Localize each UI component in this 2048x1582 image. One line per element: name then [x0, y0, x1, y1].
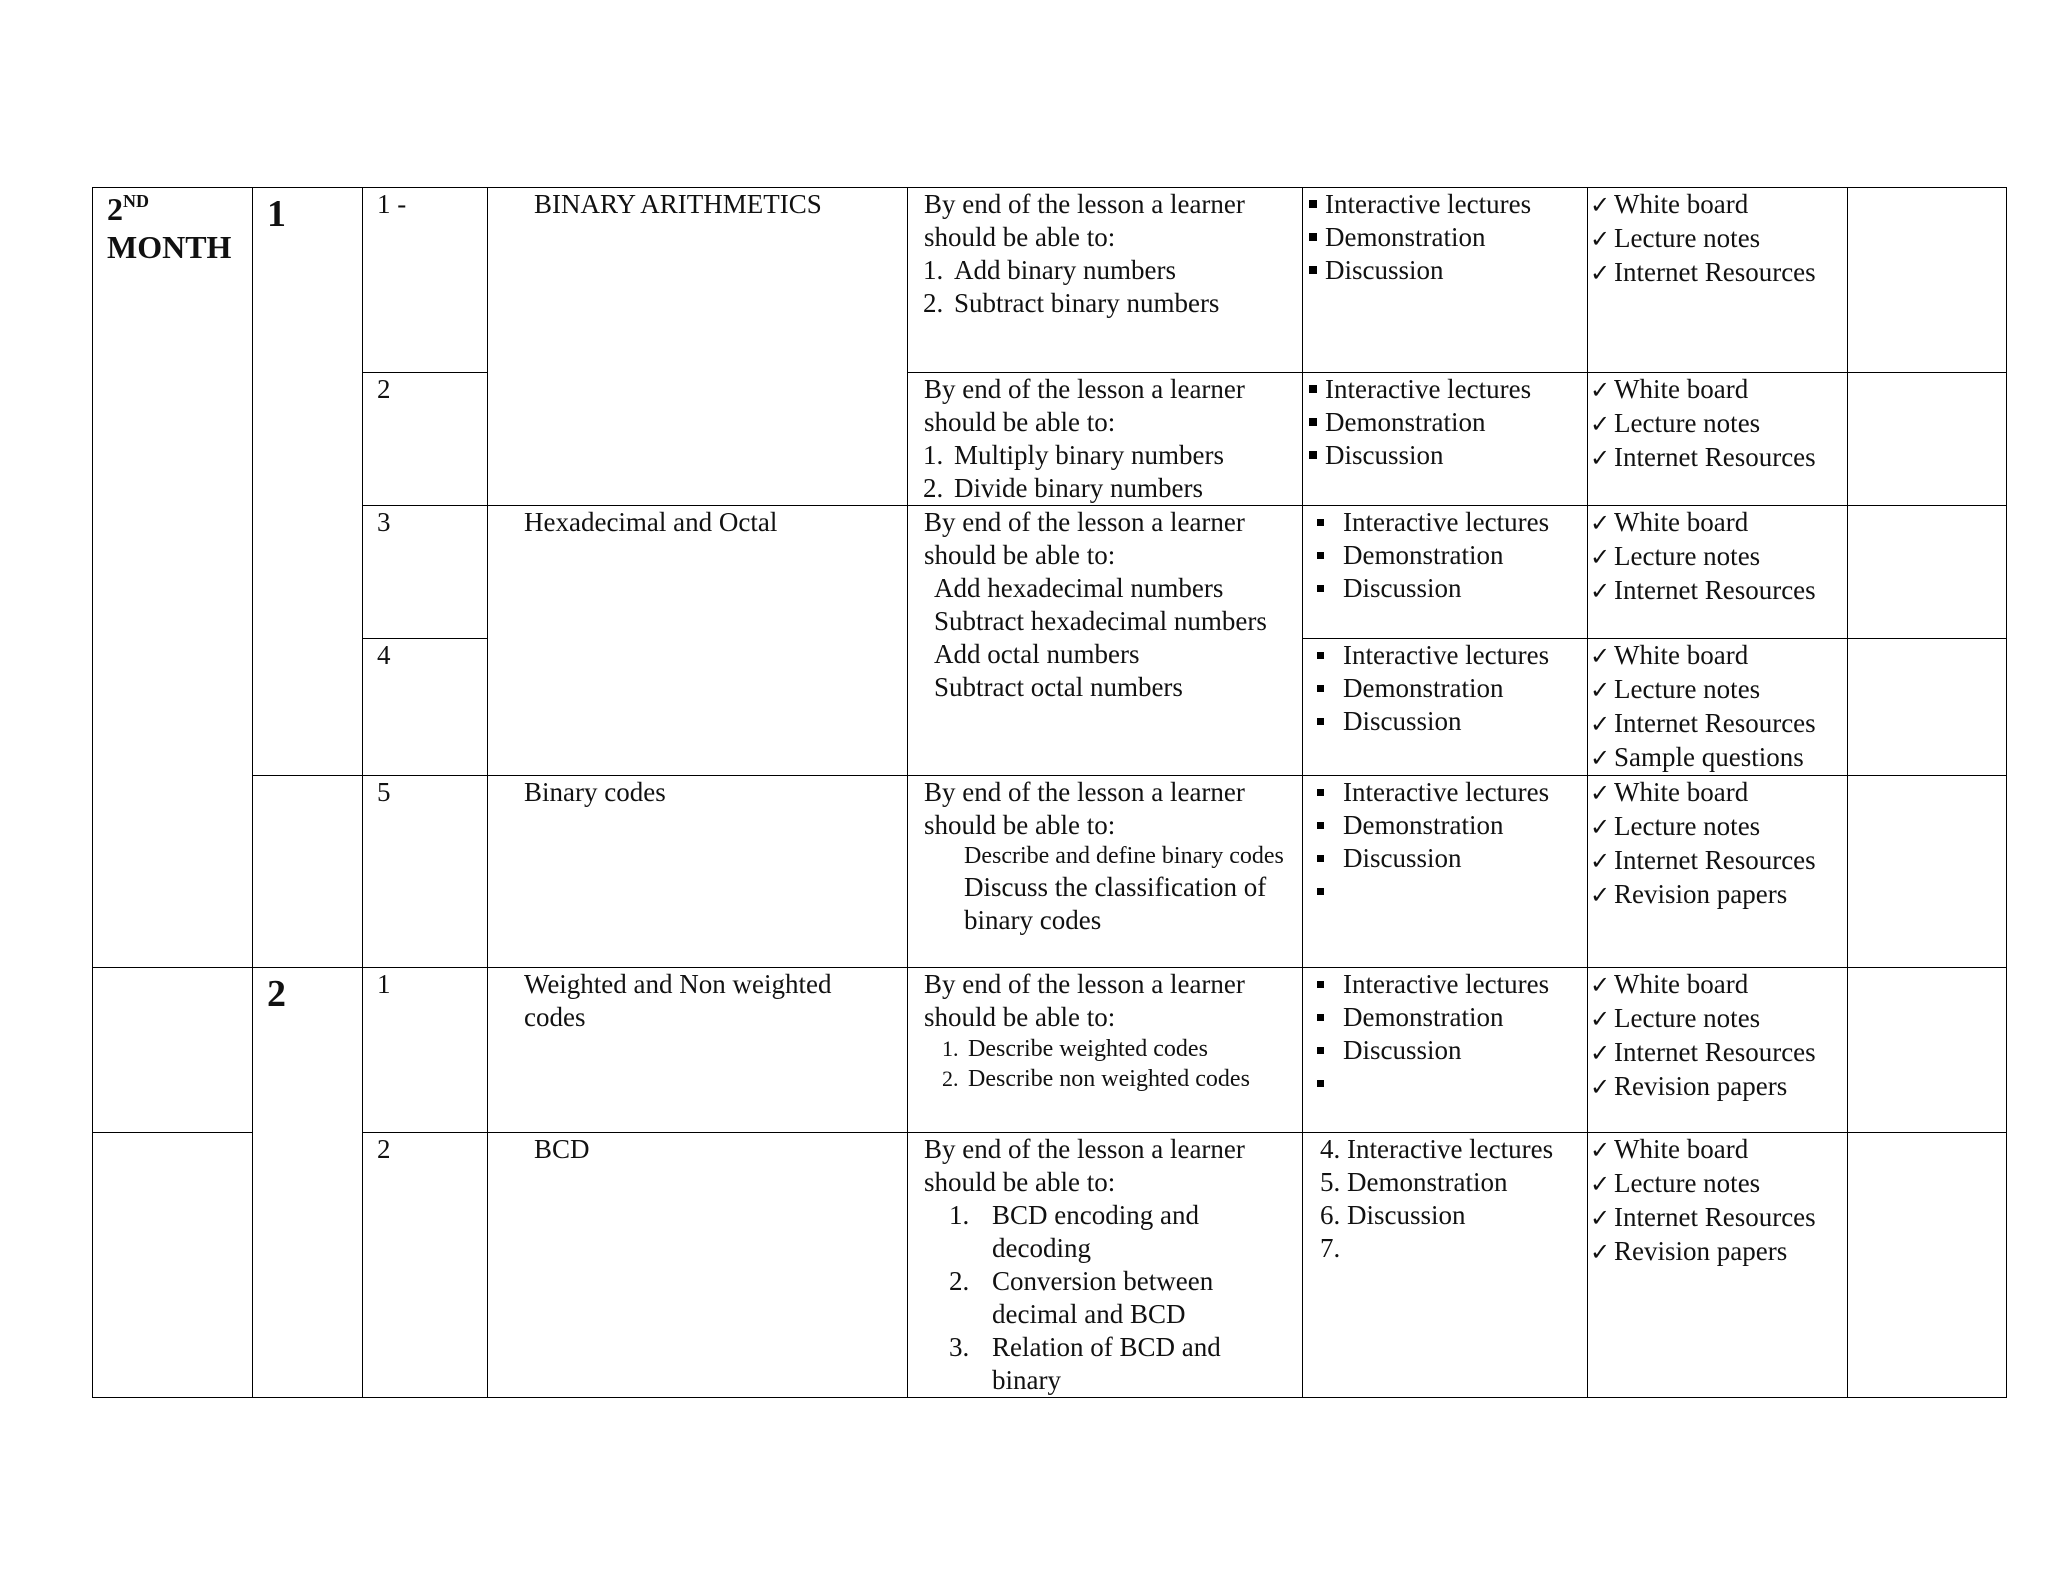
list-item: Add octal numbers: [934, 639, 1140, 669]
lesson-number: 3: [377, 507, 391, 537]
list-item: ✓ White board: [1590, 1133, 1847, 1167]
week-cell: [253, 968, 363, 1398]
topic-text: Binary codes: [524, 777, 666, 807]
resources-list: [1588, 188, 1847, 290]
activities-list: [1303, 968, 1587, 1100]
check-icon: ✓: [1590, 1238, 1611, 1266]
check-icon: ✓: [1590, 1073, 1611, 1101]
list-item: 6. Discussion: [1347, 1199, 1587, 1232]
list-item: ✓ Lecture notes: [1590, 1002, 1847, 1036]
week-number: 2: [267, 973, 286, 1015]
activities-cell: [1303, 373, 1588, 506]
objectives-intro: By end of the lesson a learner should be able to:: [924, 777, 1245, 840]
list-item: ✓ Revision papers: [1590, 878, 1847, 912]
list-item: Interactive lectures: [1307, 188, 1587, 221]
list-item: ✓ Internet Resources: [1590, 707, 1847, 741]
resources-cell: [1588, 968, 1848, 1133]
topic-cell: [488, 776, 908, 968]
remarks-cell: [1848, 188, 2007, 373]
topic-cell: [488, 188, 908, 506]
list-item: ✓ Lecture notes: [1590, 810, 1847, 844]
list-item: ✓ Internet Resources: [1590, 1201, 1847, 1235]
objectives-cell: [908, 1133, 1303, 1398]
topic-text: Weighted and Non weighted codes: [524, 969, 832, 1032]
list-item: 2. Conversion between decimal and BCD: [976, 1265, 1262, 1331]
objectives-cell: [908, 968, 1303, 1133]
check-icon: ✓: [1590, 881, 1611, 909]
activities-list: [1303, 373, 1587, 472]
list-item: Discuss the classification of binary codes: [964, 872, 1267, 935]
objectives-list: [908, 572, 1302, 704]
month-label: 2ND MONTH: [107, 191, 232, 265]
check-icon: ✓: [1590, 710, 1611, 738]
list-item: Discussion: [1307, 705, 1587, 738]
objectives-list: [908, 254, 1302, 320]
list-item: ✓ Internet Resources: [1590, 574, 1847, 608]
list-item: Demonstration: [1307, 221, 1587, 254]
lesson-cell: [363, 968, 488, 1133]
resources-cell: [1588, 506, 1848, 639]
list-item: ✓ Internet Resources: [1590, 256, 1847, 290]
check-icon: ✓: [1590, 376, 1611, 404]
lesson-cell: [363, 639, 488, 776]
lesson-cell: [363, 776, 488, 968]
list-item: Interactive lectures: [1307, 506, 1587, 539]
list-item: ✓ Lecture notes: [1590, 673, 1847, 707]
check-icon: ✓: [1590, 676, 1611, 704]
activities-list: [1303, 639, 1587, 738]
list-item: ✓ Internet Resources: [1590, 844, 1847, 878]
objectives-intro: By end of the lesson a learner should be able to:: [924, 1134, 1245, 1197]
list-item: ✓ Lecture notes: [1590, 1167, 1847, 1201]
list-item: Discussion: [1307, 439, 1587, 472]
objectives-cell: [908, 776, 1303, 968]
scheme-of-work-table: [92, 187, 2007, 1398]
activities-cell: [1303, 968, 1588, 1133]
topic-text: BCD: [534, 1134, 590, 1164]
lesson-number: 5: [377, 777, 391, 807]
lesson-number: 1: [377, 969, 391, 999]
topic-text: BINARY ARITHMETICS: [534, 189, 822, 219]
lesson-number: 4: [377, 640, 391, 670]
activities-cell: [1303, 1133, 1588, 1398]
objectives-intro: By end of the lesson a learner should be able to:: [924, 507, 1245, 570]
month-cell: [93, 1133, 253, 1398]
topic-cell: [488, 968, 908, 1133]
list-item: Demonstration: [1307, 672, 1587, 705]
remarks-cell: [1848, 639, 2007, 776]
list-item: Demonstration: [1307, 539, 1587, 572]
list-item: 1. Multiply binary numbers: [950, 439, 1302, 472]
check-icon: ✓: [1590, 259, 1611, 287]
list-item: ✓ White board: [1590, 373, 1847, 407]
objectives-intro: By end of the lesson a learner should be able to:: [924, 969, 1245, 1032]
list-item: 1. Describe weighted codes: [964, 1034, 1302, 1064]
remarks-cell: [1848, 1133, 2007, 1398]
check-icon: ✓: [1590, 813, 1611, 841]
topic-text: Hexadecimal and Octal: [524, 507, 778, 537]
list-item: Demonstration: [1307, 406, 1587, 439]
list-item: Discussion: [1307, 572, 1587, 605]
check-icon: ✓: [1590, 410, 1611, 438]
lesson-cell: [363, 1133, 488, 1398]
check-icon: ✓: [1590, 642, 1611, 670]
lesson-number: 2: [377, 1134, 391, 1164]
check-icon: ✓: [1590, 847, 1611, 875]
list-item: Discussion: [1307, 1034, 1587, 1067]
topic-cell: [488, 506, 908, 776]
activities-cell: [1303, 639, 1588, 776]
list-item: Demonstration: [1307, 1001, 1587, 1034]
list-item: 4. Interactive lectures: [1347, 1133, 1587, 1166]
list-item: 5. Demonstration: [1347, 1166, 1587, 1199]
list-item: [1307, 875, 1587, 908]
list-item: ✓ Internet Resources: [1590, 441, 1847, 475]
check-icon: ✓: [1590, 1170, 1611, 1198]
resources-cell: [1588, 373, 1848, 506]
list-item: ✓ Internet Resources: [1590, 1036, 1847, 1070]
list-item: ✓ White board: [1590, 639, 1847, 673]
check-icon: ✓: [1590, 1136, 1611, 1164]
list-item: Describe and define binary codes: [964, 843, 1284, 869]
list-item: 2. Divide binary numbers: [950, 472, 1302, 505]
list-item: [1307, 1067, 1587, 1100]
activities-list: [1303, 1133, 1587, 1265]
list-item: Discussion: [1307, 842, 1587, 875]
check-icon: ✓: [1590, 1039, 1611, 1067]
resources-list: [1588, 968, 1847, 1104]
check-icon: ✓: [1590, 509, 1611, 537]
objectives-cell: [908, 188, 1303, 373]
remarks-cell: [1848, 373, 2007, 506]
remarks-cell: [1848, 968, 2007, 1133]
resources-list: [1588, 373, 1847, 475]
objectives-cell: [908, 373, 1303, 506]
table-row: [93, 968, 2007, 1133]
check-icon: ✓: [1590, 1005, 1611, 1033]
check-icon: ✓: [1590, 779, 1611, 807]
activities-cell: [1303, 506, 1588, 639]
resources-cell: [1588, 188, 1848, 373]
check-icon: ✓: [1590, 543, 1611, 571]
table-row: [93, 506, 2007, 639]
list-item: Interactive lectures: [1307, 776, 1587, 809]
list-item: ✓ White board: [1590, 506, 1847, 540]
list-item: ✓ White board: [1590, 188, 1847, 222]
activities-list: [1303, 776, 1587, 908]
resources-list: [1588, 776, 1847, 912]
table-row: [93, 1133, 2007, 1398]
list-item: ✓ Lecture notes: [1590, 407, 1847, 441]
activities-list: [1303, 506, 1587, 605]
list-item: 3. Relation of BCD and binary: [976, 1331, 1262, 1397]
resources-list: [1588, 1133, 1847, 1269]
table-row: [93, 188, 2007, 373]
lesson-cell: [363, 373, 488, 506]
list-item: ✓ Lecture notes: [1590, 222, 1847, 256]
activities-cell: [1303, 776, 1588, 968]
lesson-cell: [363, 506, 488, 639]
list-item: Interactive lectures: [1307, 639, 1587, 672]
objectives-list: [908, 1034, 1302, 1094]
activities-list: [1303, 188, 1587, 287]
list-item: [1347, 1232, 1587, 1265]
list-item: Subtract octal numbers: [934, 672, 1183, 702]
table-row: [93, 776, 2007, 968]
check-icon: ✓: [1590, 191, 1611, 219]
lesson-number: 1 -: [377, 189, 407, 219]
list-item: Demonstration: [1307, 809, 1587, 842]
list-item: Interactive lectures: [1307, 968, 1587, 1001]
objectives-list: [908, 439, 1302, 505]
lesson-number: 2: [377, 374, 391, 404]
list-item: Subtract hexadecimal numbers: [934, 606, 1267, 636]
month-cell: [93, 968, 253, 1133]
list-item: 2. Describe non weighted codes: [964, 1064, 1302, 1094]
resources-list: [1588, 639, 1847, 775]
check-icon: ✓: [1590, 444, 1611, 472]
resources-cell: [1588, 776, 1848, 968]
resources-cell: [1588, 639, 1848, 776]
table-row: [93, 373, 2007, 506]
remarks-cell: [1848, 506, 2007, 639]
list-item: ✓ Revision papers: [1590, 1070, 1847, 1104]
list-item: ✓ White board: [1590, 968, 1847, 1002]
list-item: 2. Subtract binary numbers: [950, 287, 1302, 320]
month-cell: [93, 188, 253, 968]
check-icon: ✓: [1590, 225, 1611, 253]
check-icon: ✓: [1590, 744, 1611, 772]
list-item: Add hexadecimal numbers: [934, 573, 1224, 603]
list-item: 1. BCD encoding and decoding: [976, 1199, 1262, 1265]
topic-cell: [488, 1133, 908, 1398]
resources-cell: [1588, 1133, 1848, 1398]
objectives-cell: [908, 506, 1303, 776]
resources-list: [1588, 506, 1847, 608]
list-item: Discussion: [1307, 254, 1587, 287]
check-icon: ✓: [1590, 971, 1611, 999]
objectives-intro: By end of the lesson a learner should be able to:: [924, 374, 1245, 437]
remarks-cell: [1848, 776, 2007, 968]
week-cell: [253, 776, 363, 968]
objectives-list: [908, 842, 1302, 937]
list-item: 1. Add binary numbers: [950, 254, 1302, 287]
check-icon: ✓: [1590, 1204, 1611, 1232]
check-icon: ✓: [1590, 577, 1611, 605]
list-item: ✓ White board: [1590, 776, 1847, 810]
list-item: ✓ Sample questions: [1590, 741, 1847, 775]
objectives-list: [908, 1199, 1302, 1397]
list-item: Interactive lectures: [1307, 373, 1587, 406]
list-item: ✓ Lecture notes: [1590, 540, 1847, 574]
week-cell: [253, 188, 363, 776]
objectives-intro: By end of the lesson a learner should be able to:: [924, 189, 1245, 252]
activities-cell: [1303, 188, 1588, 373]
lesson-cell: [363, 188, 488, 373]
week-number: 1: [267, 193, 286, 235]
list-item: ✓ Revision papers: [1590, 1235, 1847, 1269]
